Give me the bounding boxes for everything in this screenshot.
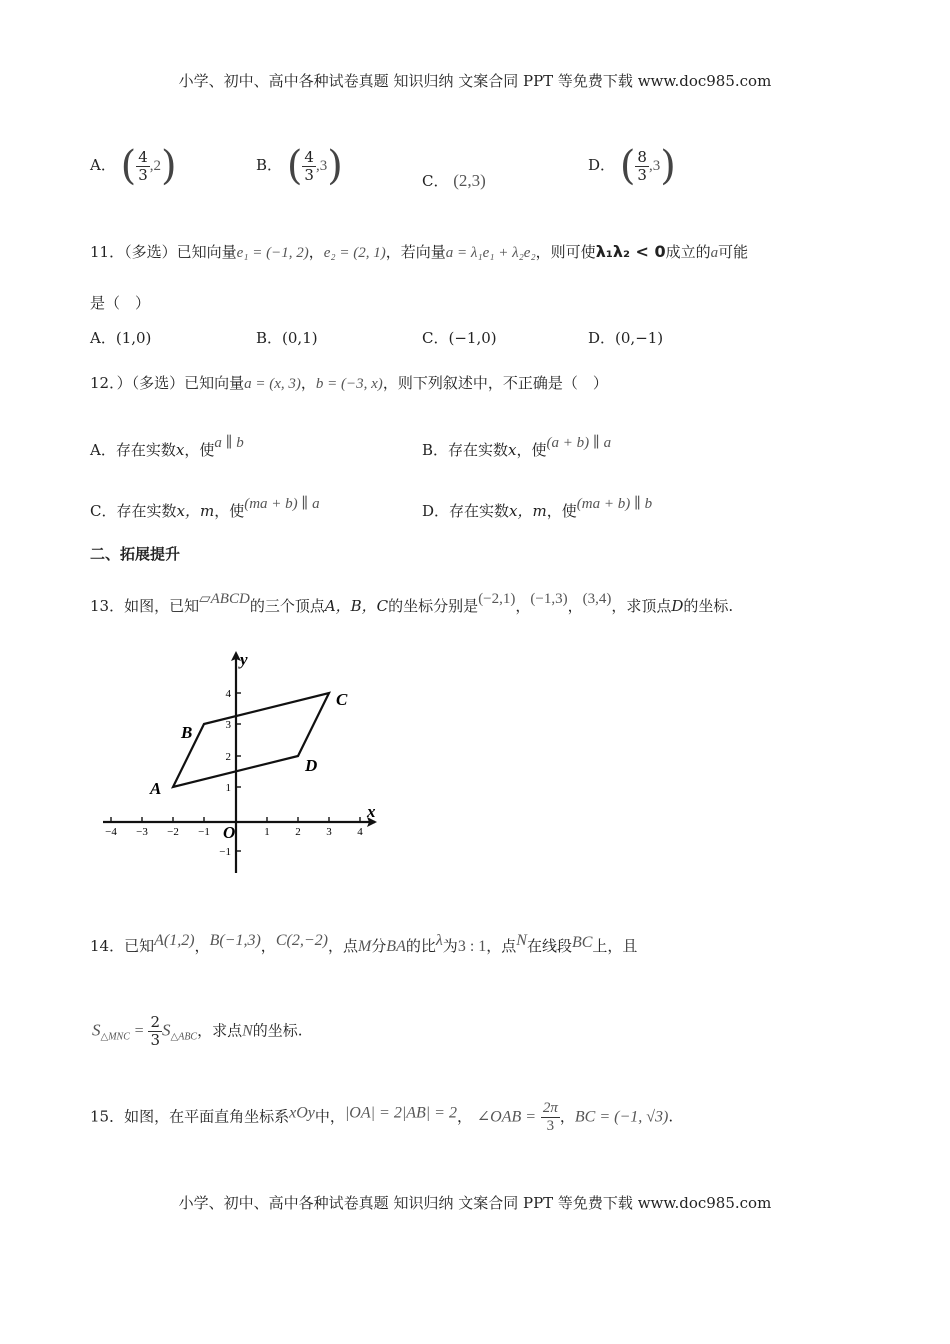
option-vars: x，m bbox=[509, 502, 547, 520]
question-text: ，求点 bbox=[197, 1021, 243, 1040]
q10-option-d bbox=[588, 143, 676, 189]
math-subscript: △ABC bbox=[170, 1031, 198, 1043]
y-tick-label: −1 bbox=[219, 846, 231, 858]
question-15 bbox=[90, 1100, 673, 1135]
question-text: ，点 bbox=[327, 937, 358, 955]
vertex-b-label: B bbox=[181, 723, 193, 742]
option-vars: x bbox=[508, 441, 517, 459]
option-text: 存在实数 bbox=[116, 502, 177, 520]
math-point-b: (−1,3) bbox=[530, 591, 568, 607]
right-paren: ) bbox=[327, 143, 343, 189]
question-14-line2 bbox=[92, 1014, 303, 1049]
math-bc: BC bbox=[571, 934, 593, 951]
q12-option-d bbox=[422, 494, 652, 521]
option-text: ，使 bbox=[546, 502, 577, 520]
math-condition: λ₁λ₂ < 0 bbox=[595, 242, 666, 261]
question-text: 为 bbox=[442, 937, 458, 955]
question-number: 14． bbox=[90, 937, 125, 955]
x-tick-label: −4 bbox=[105, 826, 117, 838]
question-number: 15． bbox=[90, 1107, 125, 1126]
option-label: A． bbox=[90, 329, 116, 347]
denominator: 3 bbox=[304, 165, 314, 184]
question-text: 如图，在平面直角坐标系 bbox=[124, 1107, 290, 1126]
denominator: 3 bbox=[150, 1031, 161, 1049]
question-text: 在线段 bbox=[526, 937, 572, 955]
math-points: A，B，C bbox=[324, 597, 389, 615]
fraction bbox=[541, 1100, 560, 1135]
question-text: 如图，已知 bbox=[124, 597, 200, 615]
question-text: ）（多选）已知向量 bbox=[116, 374, 245, 392]
math-ba: BA bbox=[386, 938, 406, 955]
q12-option-c bbox=[90, 494, 320, 521]
question-text: ，若向量 bbox=[385, 243, 446, 261]
fraction bbox=[148, 1014, 162, 1049]
math-n: N bbox=[516, 932, 527, 949]
option-label: C． bbox=[422, 172, 449, 190]
option-value: (−1,0) bbox=[448, 329, 497, 347]
numerator: 8 bbox=[637, 147, 647, 166]
separator: ， bbox=[456, 1107, 472, 1126]
math-point-a: (−2,1) bbox=[478, 591, 516, 607]
tail: ,2 bbox=[149, 158, 162, 174]
math-e2: e₂ = (2, 1) bbox=[323, 245, 386, 261]
question-text: 的三个顶点 bbox=[249, 597, 325, 615]
option-text: ，使 bbox=[184, 441, 215, 459]
vertex-d-label: D bbox=[305, 756, 318, 775]
math-a-expr: a = λ₁e₁ + λ₂e₂ bbox=[445, 245, 536, 261]
question-14 bbox=[90, 931, 637, 957]
question-number: 11． bbox=[90, 243, 125, 261]
x-tick-label: −2 bbox=[167, 826, 179, 838]
numerator: 4 bbox=[138, 147, 148, 166]
math-a-expr: a = (x, 3) bbox=[244, 376, 301, 392]
option-label: B． bbox=[256, 156, 283, 174]
page-footer: 小学、初中、高中各种试卷真题 知识归纳 文案合同 PPT 等免费下载 www.doc985.com bbox=[178, 1194, 772, 1212]
right-paren: ) bbox=[660, 143, 676, 189]
q10-option-c bbox=[422, 170, 486, 191]
tail: ,3 bbox=[648, 158, 661, 174]
separator: ， bbox=[300, 374, 316, 392]
q11-option-d bbox=[588, 328, 663, 348]
question-11-line2: 是（ ） bbox=[90, 294, 151, 312]
question-12 bbox=[90, 373, 608, 394]
question-text: 已知 bbox=[124, 937, 155, 955]
option-label: D． bbox=[588, 329, 616, 347]
q11-option-b bbox=[256, 328, 318, 348]
math-d: D bbox=[671, 597, 684, 615]
y-tick-label: 2 bbox=[225, 751, 231, 763]
fraction bbox=[635, 149, 649, 184]
option-label: C． bbox=[90, 502, 117, 520]
math-point-c: C(2,−2) bbox=[275, 932, 328, 949]
math-a: a bbox=[710, 245, 719, 261]
question-13 bbox=[90, 589, 733, 616]
question-text: ，则下列叙述中，不正确是（ ） bbox=[382, 374, 608, 392]
question-number: 12． bbox=[90, 374, 117, 392]
math-ratio: 3 : 1 bbox=[457, 938, 487, 955]
y-tick-label: 1 bbox=[225, 782, 231, 794]
question-text: 中， bbox=[314, 1107, 345, 1126]
denominator: 3 bbox=[546, 1118, 555, 1134]
math-s: S bbox=[92, 1020, 101, 1040]
question-text: 的比 bbox=[405, 937, 436, 955]
vertex-c-label: C bbox=[336, 690, 348, 709]
x-tick-label: 4 bbox=[357, 826, 363, 838]
separator: ， bbox=[559, 1107, 575, 1126]
question-text: 的坐标. bbox=[252, 1021, 303, 1040]
separator: ， bbox=[567, 597, 583, 615]
option-vars: x，m bbox=[176, 502, 215, 520]
math-xoy: xOy bbox=[289, 1104, 315, 1122]
question-text: 的坐标分别是 bbox=[388, 597, 479, 615]
math-point-a: A(1,2) bbox=[154, 932, 195, 949]
left-paren: ( bbox=[619, 143, 636, 189]
question-text: ，则可使 bbox=[535, 243, 596, 261]
numerator: 2 bbox=[150, 1013, 161, 1031]
question-text: 分 bbox=[371, 937, 387, 955]
question-text: （多选）已知向量 bbox=[124, 243, 237, 261]
denominator: 3 bbox=[138, 165, 148, 184]
page-header: 小学、初中、高中各种试卷真题 知识归纳 文案合同 PPT 等免费下载 www.doc985.com bbox=[178, 72, 772, 90]
tail: ,3 bbox=[315, 158, 328, 174]
question-text: ，点 bbox=[486, 937, 517, 955]
question-text: 可能 bbox=[718, 243, 749, 261]
option-vars: x bbox=[175, 441, 185, 459]
math-angle: ∠OAB = bbox=[476, 1108, 537, 1126]
option-label: A． bbox=[90, 156, 116, 174]
numerator: 4 bbox=[304, 147, 314, 166]
question-11 bbox=[90, 242, 748, 263]
separator: ， bbox=[308, 243, 324, 261]
option-label: B． bbox=[422, 441, 449, 459]
question-number: 13． bbox=[90, 597, 125, 615]
math-n: N bbox=[242, 1022, 253, 1040]
fraction bbox=[302, 149, 316, 184]
math-point-b: B(−1,3) bbox=[209, 932, 261, 949]
option-label: B． bbox=[256, 329, 283, 347]
q10-option-a bbox=[90, 143, 177, 189]
math-e1: e₁ = (−1, 2) bbox=[236, 245, 309, 261]
x-axis-label: x bbox=[367, 802, 376, 821]
y-axis-label: y bbox=[240, 650, 248, 669]
separator: ， bbox=[515, 597, 531, 615]
fraction bbox=[136, 149, 150, 184]
option-expr: a ∥ b bbox=[214, 435, 244, 451]
y-tick-label: 4 bbox=[225, 688, 231, 700]
question-text: ，求顶点 bbox=[611, 597, 672, 615]
q11-option-c bbox=[422, 328, 497, 348]
math-b-expr: b = (−3, x) bbox=[315, 376, 383, 392]
question-text: . bbox=[668, 1107, 674, 1126]
section-title: 二、拓展提升 bbox=[90, 545, 181, 563]
vertex-a-label: A bbox=[150, 779, 162, 798]
math-lambda: λ bbox=[435, 932, 443, 949]
left-paren: ( bbox=[120, 143, 137, 189]
denominator: 3 bbox=[637, 165, 647, 184]
option-label: C． bbox=[422, 329, 449, 347]
question-text: 成立的 bbox=[665, 243, 711, 261]
q12-option-b bbox=[422, 433, 611, 460]
x-tick-label: 2 bbox=[295, 826, 301, 838]
option-label: D． bbox=[588, 156, 616, 174]
q12-option-a bbox=[90, 433, 244, 460]
math-s: S bbox=[162, 1020, 171, 1040]
question-text: 上，且 bbox=[592, 937, 638, 955]
math-oa: |OA| = 2|AB| = 2 bbox=[344, 1104, 457, 1122]
right-paren: ) bbox=[161, 143, 177, 189]
y-tick-label: 3 bbox=[225, 719, 231, 731]
option-value: (0,1) bbox=[282, 329, 318, 347]
option-label: A． bbox=[90, 441, 116, 459]
q10-option-b bbox=[256, 143, 343, 189]
math-m: M bbox=[357, 938, 372, 955]
option-expr: (a + b) ∥ a bbox=[546, 435, 612, 451]
math-parallelogram: ▱ABCD bbox=[199, 591, 250, 607]
x-tick-label: 1 bbox=[264, 826, 270, 838]
coordinate-figure bbox=[95, 645, 385, 880]
option-label: D． bbox=[422, 502, 450, 520]
option-value: (0,−1) bbox=[615, 329, 664, 347]
origin-label: O bbox=[223, 823, 236, 842]
x-tick-label: 3 bbox=[326, 826, 332, 838]
math-subscript: △MNC bbox=[100, 1031, 130, 1043]
option-text: 存在实数 bbox=[449, 502, 510, 520]
x-tick-label: −3 bbox=[136, 826, 148, 838]
math-equals: = bbox=[134, 1022, 144, 1040]
numerator: 2π bbox=[542, 1100, 558, 1116]
option-text: 存在实数 bbox=[448, 441, 509, 459]
option-text: 存在实数 bbox=[115, 441, 176, 459]
option-expr: (ma + b) ∥ b bbox=[576, 496, 653, 512]
question-text: 的坐标. bbox=[683, 597, 734, 615]
math-bc: BC = (−1, √3) bbox=[574, 1108, 669, 1126]
left-paren: ( bbox=[286, 143, 303, 189]
option-value: (1,0) bbox=[115, 329, 152, 347]
option-expr: (ma + b) ∥ a bbox=[244, 496, 320, 512]
option-value: (2,3) bbox=[453, 171, 486, 190]
separator: ， bbox=[194, 937, 210, 955]
math-point-c: (3,4) bbox=[582, 591, 612, 607]
q11-option-a bbox=[90, 328, 151, 348]
option-text: ，使 bbox=[214, 502, 245, 520]
separator: ， bbox=[260, 937, 276, 955]
option-text: ，使 bbox=[516, 441, 547, 459]
x-tick-label: −1 bbox=[198, 826, 210, 838]
